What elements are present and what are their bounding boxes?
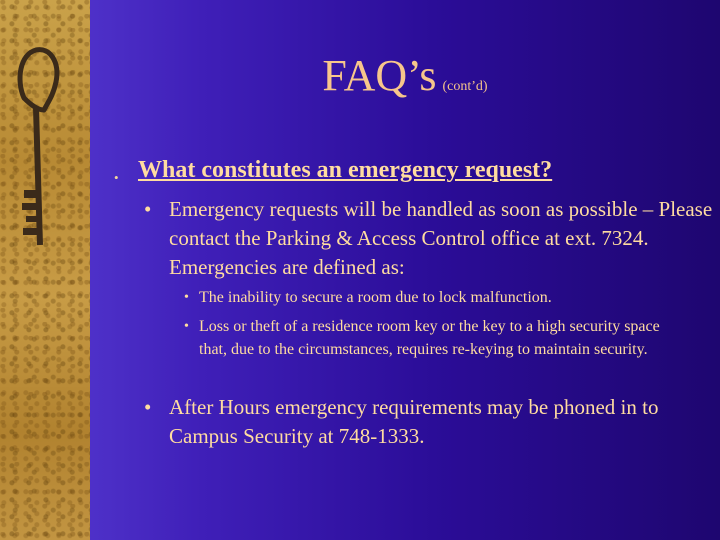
question-bullet: • (114, 170, 119, 185)
antique-key-icon (6, 40, 86, 260)
sub-bullet-text: The inability to secure a room due to lock malfunction. (199, 289, 552, 306)
bullet-text: Emergency requests will be handled as soon as possible – Please contact the Parking & Access Control office at ext. 7324. Emergencies are defined as: (169, 197, 713, 279)
bullet-marker: • (144, 395, 152, 419)
sub-bullet-text: Loss or theft of a residence room key or the key to a high security space that, due to the circumstances, requires re-keying to maintain security. (199, 318, 660, 358)
bullet-text: After Hours emergency requirements may be phoned in to Campus Security at 748-1333. (169, 395, 659, 448)
title-main: FAQ’s (322, 51, 437, 100)
slide-title (90, 50, 720, 113)
question-heading: What constitutes an emergency request? (138, 157, 553, 183)
sub-bullet-marker: • (184, 290, 189, 305)
sub-bullet-marker: • (184, 319, 189, 334)
bullet-marker: • (144, 197, 152, 221)
title-suffix: (cont’d) (442, 79, 488, 94)
